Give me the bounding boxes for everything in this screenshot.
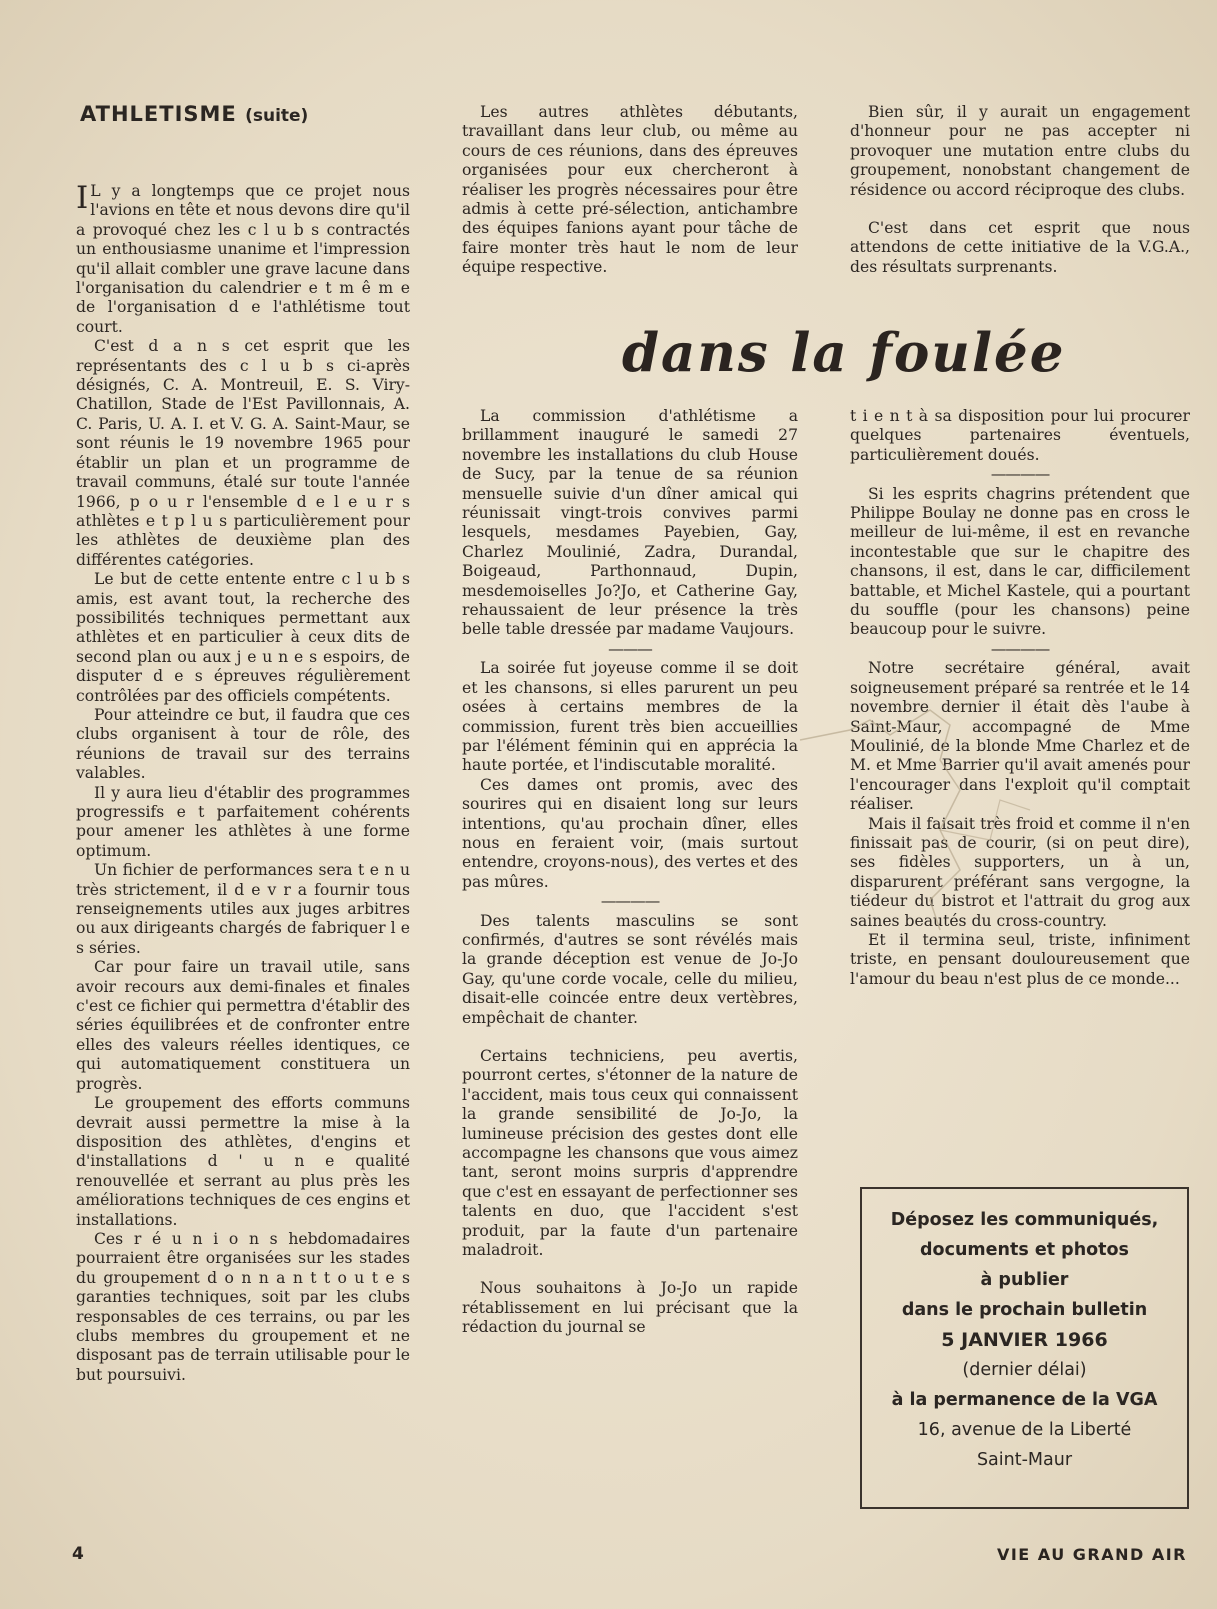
paragraph: Les autres athlètes débutants, travaillant dans leur club, ou même au cours de ces réunions, dans des épreuves organisées pour eux chercheront à réaliser les progrès nécessaires pour être admis à cette pré-sélection, antichambre des équipes fanions ayant pour tâche de faire monter très haut le nom de leur équipe respective. <box>462 103 798 277</box>
section-title <box>80 102 308 126</box>
notice-deadline-date: 5 JANVIER 1966 <box>941 1329 1108 1351</box>
paragraph: Certains techniciens, peu avertis, pourront certes, s'étonner de la nature de l'accident, mais tous ceux qui connaissent la grande sensibilité de Jo-Jo, la lumineuse précision des gestes dont elle accompagne les chansons que vous aimez tant, seront moins surpris d'apprendre que c'est en essayant de perfectionner ses talents en duo, que l'accident s'est produit, par la faute d'un partenaire maladroit. <box>462 1047 798 1260</box>
separator: ——— <box>608 639 652 658</box>
separator: ———— <box>600 892 660 911</box>
section-title-suite: (suite) <box>245 106 309 126</box>
paragraph: Des talents masculins se sont confirmés, d'autres se sont révélés mais la grande déception est venue de Jo-Jo Gay, qu'une corde vocale, celle du milieu, disait-elle coincée entre deux vertèbres, empêchait de chanter. <box>462 911 798 1027</box>
paragraph: Nous souhaitons à Jo-Jo un rapide rétablissement en lui précisant que la rédaction du journal se <box>462 1279 798 1337</box>
publication-name: VIE AU GRAND AIR <box>996 1545 1187 1564</box>
paragraph <box>76 182 410 337</box>
paragraph: Le but de cette entente entre c l u b s amis, est avant tout, la recherche des possibilités techniques permettant aux athlètes et en particulier à ceux dits de second plan ou aux j e u n e s espoirs, de disputer d e s épreuves régulièrement contrôlées par des officiels compétents. <box>76 570 410 705</box>
paragraph: Notre secrétaire général, avait soigneusement préparé sa rentrée et le 14 novembre dernier il était dès l'aube à Saint-Maur, accompagné de Mme Moulinié, de la blonde Mme Charlez et de M. et Mme Barrier qu'il avait amenés pour l'encourager dans l'exploit qu'il comptait réaliser. <box>850 659 1190 814</box>
paragraph: Il y aura lieu d'établir des programmes progressifs e t parfaitement cohérents pour amener les athlètes à une forme optimum. <box>76 783 410 860</box>
paragraph: Car pour faire un travail utile, sans avoir recours aux demi-finales et finales c'est ce fichier qui permettra d'établir des séries équilibrées et de confronter entre elles des valeurs réelles identiques, ce qui automatiquement constituera un progrès. <box>76 958 410 1093</box>
paragraph: t i e n t à sa disposition pour lui procurer quelques partenaires éventuels, particulièrement doués. <box>850 407 1190 464</box>
paragraph: Ces dames ont promis, avec des sourires qui en disaient long sur leurs intentions, qu'au prochain dîner, elles nous en feraient voir, (mais surtout entendre, croyons-nous), des vertes et des pas mûres. <box>462 775 798 891</box>
paragraph: La soirée fut joyeuse comme il se doit et les chansons, si elles parurent un peu osées à certains membres de la commission, furent très bien accueillies par l'élément féminin qui en apprécia la haute portée, et l'indiscutable moralité. <box>462 659 798 775</box>
paragraph: Bien sûr, il y aurait un engagement d'honneur pour ne pas accepter ni provoquer une mutation entre clubs du groupement, nonobstant changement de résidence ou accord réciproque des clubs. <box>850 103 1190 199</box>
page-number: 4 <box>72 1544 84 1564</box>
headline: dans la foulée <box>622 322 1066 384</box>
notice-line: à publier <box>980 1270 1069 1290</box>
article-column-3-top <box>850 103 1190 277</box>
paragraph: Un fichier de performances sera t e n u très strictement, il d e v r a fournir tous renseignements utiles aux juges arbitres ou aux dirigeants chargés de fabriquer l e s séries. <box>76 861 410 957</box>
paragraph: La commission d'athlétisme a brillamment inauguré le samedi 27 novembre les installations du club House de Sucy, par la tenue de sa réunion mensuelle suivie d'un dîner amical qui réunissait vingt-trois convives parmi lesquels, mesdames Payebien, Gay, Charlez Moulinié, Zadra, Durandal, Boigeaud, Parthonnaud, Dupin, mesdemoiselles Jo?Jo, et Catherine Gay, rehaussaient de leur présence la très belle table dressée par madame Vaujours. <box>462 407 798 639</box>
paragraph: Ces r é u n i o n s hebdomadaires pourraient être organisées sur les stades du groupement d o n n a n t t o u t e s garanties techniques, soit par les clubs responsables de ces terrains, ou par les clubs membres du groupement et ne disposant pas de terrain utilisable pour le but poursuivi. <box>76 1229 410 1384</box>
paragraph: Et il termina seul, triste, infiniment triste, en pensant douloureusement que l'amour du beau n'est plus de ce monde... <box>850 930 1190 988</box>
article-column-1 <box>76 182 410 1385</box>
paragraph: Mais il faisait très froid et comme il n'en finissait pas de courir, (si on peut dire), ses fidèles supporters, un à un, disparurent préférant sans vergogne, la tiédeur du bistrot et l'attrait du grog aux saines beautés du cross-country. <box>850 814 1190 930</box>
article-column-3-bottom <box>850 407 1190 989</box>
paragraph: Le groupement des efforts communs devrait aussi permettre la mise à la disposition des athlètes, d'engins et d'installations d ' u n e qualité renouvellée et serrant au plus près les améliorations techniques de ces engins et installations. <box>76 1094 410 1229</box>
paragraph-text: L y a longtemps que ce projet nous l'avions en tête et nous devons dire qu'il a provoqué chez les c l u b s contractés un enthousiasme unanime et l'impression qu'il allait combler une grave lacune dans l'organisation du calendrier e t m ê m e de l'organisation d e l'athlétisme tout court. <box>76 182 410 336</box>
separator: ———— <box>990 639 1050 658</box>
drop-cap: I <box>76 180 89 216</box>
article-column-2-bottom <box>462 407 798 1338</box>
article-column-2-top <box>462 103 798 278</box>
notice-line: Déposez les communiqués, <box>890 1210 1159 1230</box>
separator: ———— <box>990 465 1050 484</box>
notice-line: documents et photos <box>920 1240 1129 1260</box>
notice-line: dans le prochain bulletin <box>901 1300 1148 1320</box>
section-title-text: ATHLETISME <box>80 102 237 126</box>
notice-line: (dernier délai) <box>962 1360 1087 1380</box>
notice-line: à la permanence de la VGA <box>891 1390 1158 1410</box>
notice-address: 16, avenue de la Liberté <box>917 1420 1132 1440</box>
paragraph: Pour atteindre ce but, il faudra que ces clubs organisent à tour de rôle, des réunions de travail sur des terrains valables. <box>76 705 410 783</box>
notice-city: Saint-Maur <box>976 1450 1073 1470</box>
notice-box <box>860 1187 1189 1509</box>
paragraph: Si les esprits chagrins prétendent que Philippe Boulay ne donne pas en cross le meilleur de lui-même, il est en revanche incontestable que sur le chapitre des chansons, il est, dans le car, difficilement battable, et Michel Kastele, qui a pourtant du souffle (pour les chansons) peine beaucoup pour le suivre. <box>850 484 1190 639</box>
paragraph: C'est d a n s cet esprit que les représentants des c l u b s ci-après désignés, C. A. Montreuil, E. S. Viry-Chatillon, Stade de l'Est Pavillonnais, A. C. Paris, U. A. I. et V. G. A. Saint-Maur, se sont réunis le 19 novembre 1965 pour établir un plan et un programme de travail communs, étalé sur toute l'année 1966, p o u r l'ensemble d e l e u r s athlètes e t p l u s particulièrement pour les athlètes de deuxième plan des différentes catégories. <box>76 337 410 569</box>
paragraph: C'est dans cet esprit que nous attendons de cette initiative de la V.G.A., des résultats surprenants. <box>850 219 1190 276</box>
